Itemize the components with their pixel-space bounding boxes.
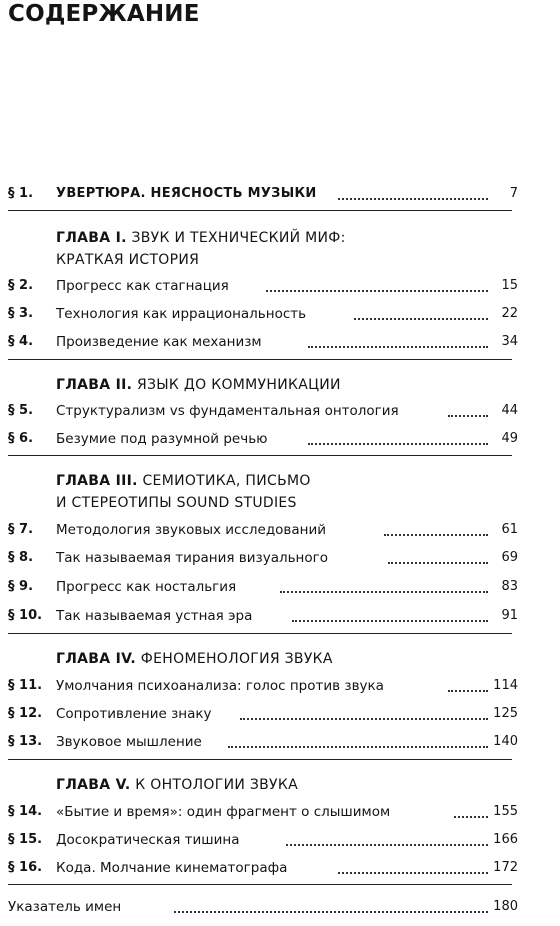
dot-leader <box>308 328 488 348</box>
section-title: Прогресс как стагнация <box>56 278 229 294</box>
page-number: 49 <box>501 431 518 446</box>
section-title: Досократическая тишина <box>56 832 240 848</box>
page-title: СОДЕРЖАНИЕ <box>8 1 200 27</box>
dot-leader <box>388 544 488 564</box>
section-number: § 12. <box>8 706 43 721</box>
dot-leader <box>266 272 488 292</box>
section-number: § 13. <box>8 734 43 749</box>
chapter-heading-5[interactable] <box>56 774 516 796</box>
toc-entry-3[interactable] <box>8 304 518 324</box>
toc-entry-12[interactable] <box>8 704 518 724</box>
dot-leader <box>280 573 488 593</box>
toc-entry-15[interactable] <box>8 830 518 850</box>
section-title: Так называемая устная эра <box>56 608 253 624</box>
section-number: § 7. <box>8 522 34 537</box>
section-number: § 3. <box>8 306 34 321</box>
section-number: § 4. <box>8 334 34 349</box>
chapter-label: ГЛАВА III. <box>56 473 138 489</box>
page-number: 15 <box>501 278 518 293</box>
section-number: § 14. <box>8 804 43 819</box>
chapter-heading-1[interactable] <box>56 227 516 271</box>
section-title: Звуковое мышление <box>56 734 202 750</box>
dot-leader <box>338 854 488 874</box>
chapter-title: СЕМИОТИКА, ПИСЬМО <box>142 473 311 489</box>
page-number: 166 <box>493 832 518 847</box>
section-divider <box>8 359 512 360</box>
index-title: Указатель имен <box>8 899 122 915</box>
page-number: 114 <box>493 678 518 693</box>
section-divider <box>8 884 512 885</box>
section-number: § 8. <box>8 550 34 565</box>
chapter-heading-4[interactable] <box>56 648 516 670</box>
page-number: 22 <box>501 306 518 321</box>
section-title: Методология звуковых исследований <box>56 522 327 538</box>
section-title: Так называемая тирания визуального <box>56 550 328 566</box>
section-title: Сопротивление знаку <box>56 706 212 722</box>
page-number: 125 <box>493 706 518 721</box>
section-title: Умолчания психоанализа: голос против звука <box>56 678 384 694</box>
page-number: 44 <box>501 403 518 418</box>
dot-leader <box>308 425 488 445</box>
chapter-title: ЗВУК И ТЕХНИЧЕСКИЙ МИФ: <box>131 230 346 246</box>
section-number: § 16. <box>8 860 43 875</box>
toc-entry-16[interactable] <box>8 858 518 878</box>
section-number: § 5. <box>8 403 34 418</box>
section-title: «Бытие и время»: один фрагмент о слышимом <box>56 804 391 820</box>
chapter-heading-2[interactable] <box>56 374 516 396</box>
chapter-title: ЯЗЫК ДО КОММУНИКАЦИИ <box>136 377 341 393</box>
section-title: Произведение как механизм <box>56 334 262 350</box>
page-number: 140 <box>493 734 518 749</box>
section-title: Кода. Молчание кинематографа <box>56 860 288 876</box>
section-divider <box>8 633 512 634</box>
chapter-title: К ОНТОЛОГИИ ЗВУКА <box>135 777 298 793</box>
toc-entry-11[interactable] <box>8 676 518 696</box>
dot-leader <box>338 180 488 200</box>
page-number: 34 <box>501 334 518 349</box>
page-number: 172 <box>493 860 518 875</box>
toc-entry-index[interactable] <box>8 897 518 917</box>
section-title: УВЕРТЮРА. НЕЯСНОСТЬ МУЗЫКИ <box>56 186 317 201</box>
section-title: Структурализм vs фундаментальная онтология <box>56 403 399 419</box>
page-number: 155 <box>493 804 518 819</box>
dot-leader <box>354 300 488 320</box>
chapter-title-line2: КРАТКАЯ ИСТОРИЯ <box>56 252 200 268</box>
toc-entry-9[interactable] <box>8 577 518 597</box>
dot-leader <box>240 700 488 720</box>
section-divider <box>8 210 512 211</box>
section-title: Технология как иррациональность <box>56 306 307 322</box>
chapter-title: ФЕНОМЕНОЛОГИЯ ЗВУКА <box>140 651 333 667</box>
toc-entry-7[interactable] <box>8 520 518 540</box>
toc-entry-2[interactable] <box>8 276 518 296</box>
dot-leader <box>286 826 488 846</box>
dot-leader <box>454 798 488 818</box>
toc-entry-14[interactable] <box>8 802 518 822</box>
section-number: § 2. <box>8 278 34 293</box>
dot-leader <box>384 516 488 536</box>
dot-leader <box>448 672 488 692</box>
toc-entry-13[interactable] <box>8 732 518 752</box>
page-number: 69 <box>501 550 518 565</box>
section-number: § 6. <box>8 431 34 446</box>
page-number: 7 <box>509 186 518 201</box>
toc-entry-5[interactable] <box>8 401 518 421</box>
section-divider <box>8 455 512 456</box>
table-of-contents <box>8 0 528 926</box>
section-number: § 11. <box>8 678 43 693</box>
dot-leader <box>174 893 488 913</box>
chapter-title-line2: И СТЕРЕОТИПЫ SOUND STUDIES <box>56 495 297 511</box>
chapter-label: ГЛАВА II. <box>56 377 133 393</box>
dot-leader <box>448 397 488 417</box>
toc-entry-10[interactable] <box>8 606 518 626</box>
dot-leader <box>292 602 488 622</box>
page-number: 180 <box>493 899 518 914</box>
chapter-heading-3[interactable] <box>56 470 516 514</box>
toc-entry-6[interactable] <box>8 429 518 449</box>
section-number: § 10. <box>8 608 43 623</box>
chapter-label: ГЛАВА I. <box>56 230 127 246</box>
section-number: § 9. <box>8 579 34 594</box>
chapter-label: ГЛАВА V. <box>56 777 131 793</box>
section-number: § 1. <box>8 186 34 201</box>
page-number: 83 <box>501 579 518 594</box>
page-number: 91 <box>501 608 518 623</box>
section-title: Безумие под разумной речью <box>56 431 268 447</box>
dot-leader <box>228 728 488 748</box>
page-number: 61 <box>501 522 518 537</box>
section-number: § 15. <box>8 832 43 847</box>
section-title: Прогресс как ностальгия <box>56 579 237 595</box>
chapter-label: ГЛАВА IV. <box>56 651 137 667</box>
toc-entry-8[interactable] <box>8 548 518 568</box>
section-divider <box>8 759 512 760</box>
toc-entry-4[interactable] <box>8 332 518 352</box>
toc-entry-1[interactable] <box>8 184 518 204</box>
